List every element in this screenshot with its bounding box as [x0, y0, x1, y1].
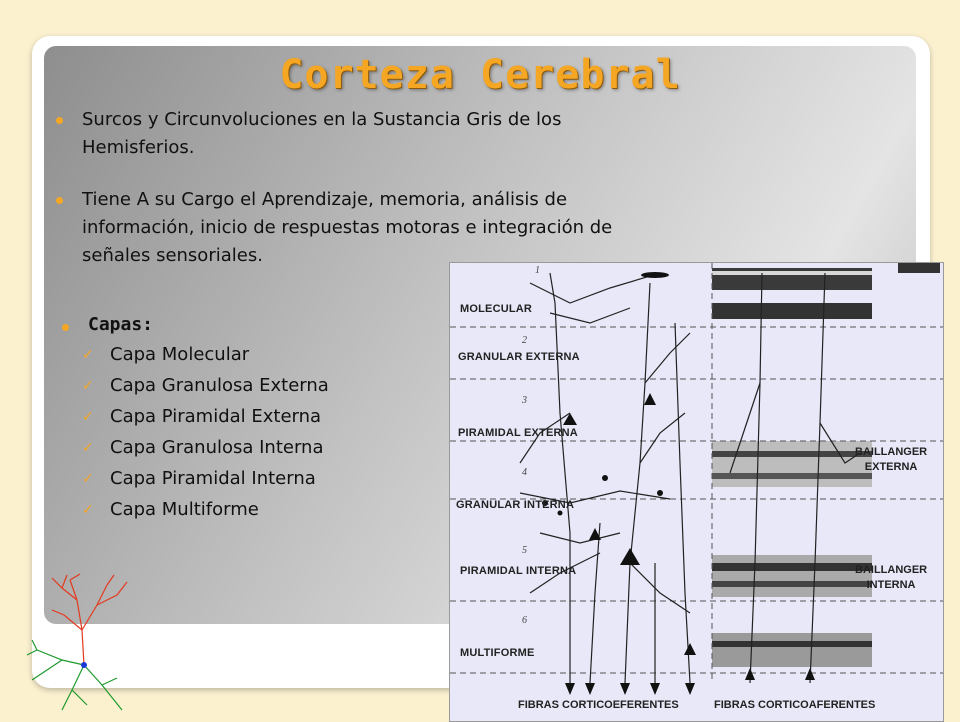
baillanger-externa-line1: BAILLANGER — [855, 446, 928, 458]
capa-item — [82, 373, 329, 404]
capa-label: Capa Molecular — [110, 344, 250, 365]
bullet-dot-icon — [62, 324, 69, 331]
baillanger-externa-label — [855, 445, 927, 475]
bullet-text: Tiene A su Cargo el Aprendizaje, memoria, análisis de información, inicio de respuestas motoras e integración de señales sensoriales. — [82, 189, 613, 266]
bullet-list — [56, 106, 656, 270]
capa-label: Capa Piramidal Externa — [110, 406, 322, 427]
capa-label: Capa Multiforme — [110, 499, 259, 520]
layer-label-granular-interna: GRANULAR INTERNA — [456, 499, 575, 511]
capa-label: Capa Granulosa Interna — [110, 437, 324, 458]
bullet-item — [56, 106, 656, 162]
check-icon: ✓ — [82, 502, 94, 518]
capas-list — [82, 342, 329, 528]
layer-label-piramidal-interna: PIRAMIDAL INTERNA — [460, 565, 577, 577]
capa-item — [82, 435, 329, 466]
capa-label: Capa Piramidal Interna — [110, 468, 316, 489]
capa-item — [82, 497, 329, 528]
neuron-illustration-icon — [22, 570, 132, 715]
layer-label-granular-externa: GRANULAR EXTERNA — [458, 351, 580, 363]
capa-item — [82, 342, 329, 373]
layer-number: 4 — [522, 467, 527, 478]
layer-number: 6 — [522, 615, 527, 626]
bullet-text: Surcos y Circunvoluciones en la Sustancia Gris de los Hemisferios. — [82, 109, 562, 158]
capas-header — [62, 314, 153, 335]
capas-header-text: Capas: — [88, 314, 154, 335]
layer-number: 5 — [522, 545, 527, 556]
bullet-dot-icon — [56, 197, 63, 204]
capa-item — [82, 466, 329, 497]
cortex-layers-figure — [449, 262, 944, 722]
baillanger-interna-label — [855, 563, 927, 593]
afferent-fibers-label: FIBRAS CORTICOAFERENTES — [714, 699, 876, 711]
baillanger-interna-line2: INTERNA — [866, 579, 916, 591]
baillanger-interna-line1: BAILLANGER — [855, 564, 928, 576]
capa-label: Capa Granulosa Externa — [110, 375, 329, 396]
layer-number: 2 — [522, 335, 527, 346]
layer-label-molecular: MOLECULAR — [460, 303, 533, 315]
bullet-dot-icon — [56, 117, 63, 124]
baillanger-externa-line2: EXTERNA — [864, 461, 918, 473]
layer-label-piramidal-externa: PIRAMIDAL EXTERNA — [458, 427, 578, 439]
layer-number: 1 — [535, 265, 540, 276]
slide-title: Corteza Cerebral — [279, 52, 681, 98]
efferent-fibers-label: FIBRAS CORTICOEFERENTES — [518, 699, 679, 711]
check-icon: ✓ — [82, 440, 94, 456]
check-icon: ✓ — [82, 378, 94, 394]
check-icon: ✓ — [82, 347, 94, 363]
check-icon: ✓ — [82, 471, 94, 487]
layer-number: 3 — [522, 395, 527, 406]
bullet-item — [56, 186, 656, 270]
neuron-somas — [542, 272, 696, 655]
capa-item — [82, 404, 329, 435]
check-icon: ✓ — [82, 409, 94, 425]
layer-label-multiforme: MULTIFORME — [460, 647, 535, 659]
